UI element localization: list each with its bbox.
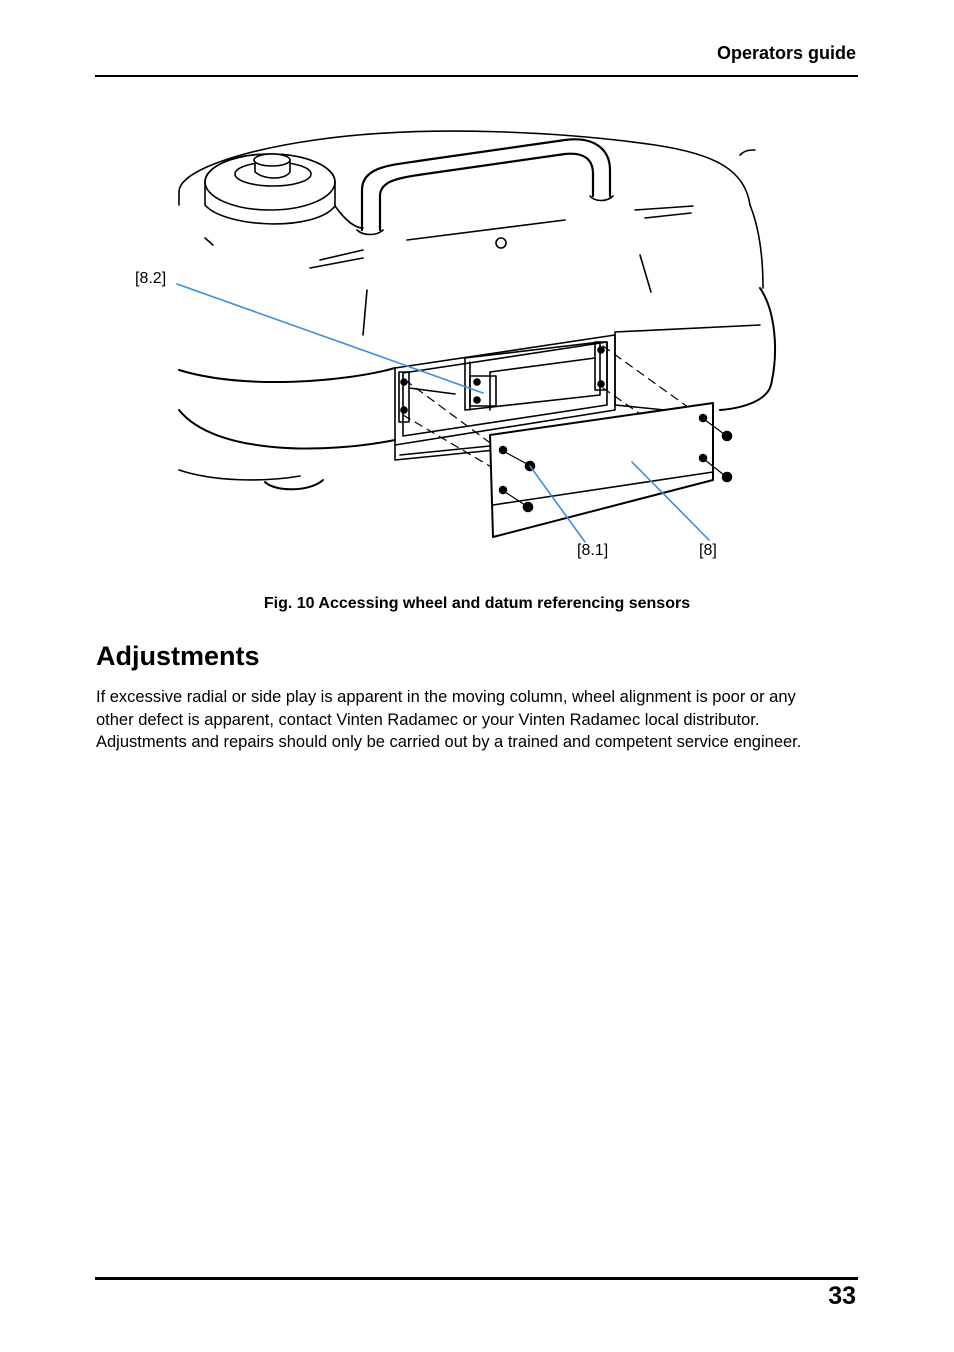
- body-line: If excessive radial or side play is apparent in the moving column, wheel alignment is poor or any: [96, 688, 796, 706]
- figure-pedestal-drawing: [95, 110, 858, 580]
- body-line: Adjustments and repairs should only be carried out by a trained and competent service engineer.: [96, 733, 802, 751]
- running-header-title: Operators guide: [716, 43, 856, 63]
- footer-rule: [95, 1277, 858, 1280]
- body-paragraph: [96, 686, 866, 754]
- page-number: 33: [828, 1282, 856, 1310]
- pedestal-line-drawing: [95, 110, 858, 580]
- body-line: other defect is apparent, contact Vinten Radamec or your Vinten Radamec local distributor.: [96, 710, 760, 729]
- header-rule: [95, 75, 858, 77]
- figure-caption: Fig. 10 Accessing wheel and datum referencing sensors: [263, 595, 691, 612]
- callout-8: [8]: [699, 542, 717, 559]
- leader-line-8-2: [177, 284, 483, 393]
- callout-8-2: [8.2]: [135, 270, 167, 287]
- section-heading: Adjustments: [96, 641, 260, 671]
- callout-8-1: [8.1]: [577, 542, 609, 559]
